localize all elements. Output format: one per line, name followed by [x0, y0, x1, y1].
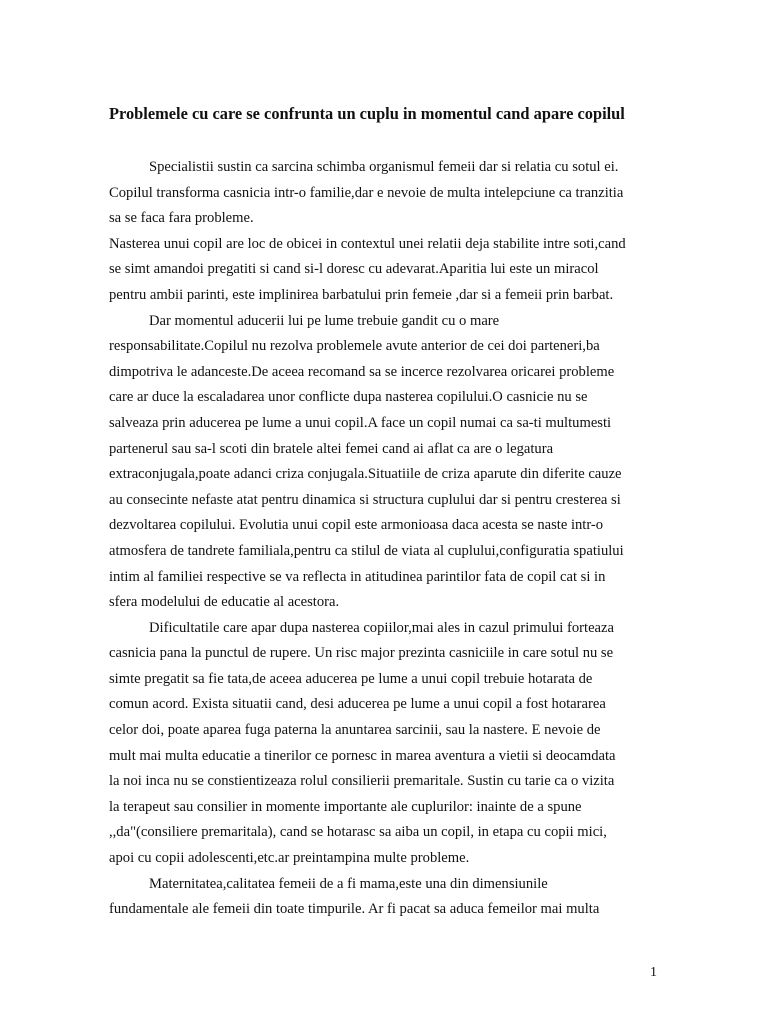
text-line: fundamentale ale femeii din toate timpurile. Ar fi pacat sa aduca femeilor mai multa	[109, 901, 600, 918]
document-title: Problemele cu care se confrunta un cuplu in momentul cand apare copilul	[109, 104, 625, 123]
text-line: la terapeut sau consilier in momente importante ale cuplurilor: inainte de a spune	[109, 798, 582, 815]
text-line: intim al familiei respective se va reflecta in atitudinea parintilor fata de copil cat si in	[109, 568, 606, 585]
text-line: care ar duce la escaladarea unor conflicte dupa nasterea copilului.O casnicie nu se	[109, 389, 588, 406]
text-line: partenerul sau sa-l scoti din bratele altei femei cand ai aflat ca are o legatura	[109, 440, 554, 457]
text-line: apoi cu copii adolescenti,etc.ar preintampina multe probleme.	[109, 850, 470, 867]
text-line: au consecinte nefaste atat pentru dinamica si structura cuplului dar si pentru cresterea si	[109, 491, 621, 508]
text-line: Dar momentul aducerii lui pe lume trebuie gandit cu o mare	[149, 312, 500, 329]
text-line: sa se faca fara probleme.	[109, 210, 254, 227]
text-line: mult mai multa educatie a tinerilor ce pornesc in marea aventura a vietii si deocamdata	[109, 747, 616, 764]
text-line: Nasterea unui copil are loc de obicei in contextul unei relatii deja stabilite intre soti,cand	[109, 235, 626, 252]
text-line: ,,da"(consiliere premaritala), cand se hotarasc sa aiba un copil, in etapa cu copii mici,	[109, 824, 607, 841]
text-line: extraconjugala,poate adanci criza conjugala.Situatiile de criza aparute din diferite cauze	[109, 466, 622, 483]
text-line: Maternitatea,calitatea femeii de a fi mama,este una din dimensiunile	[149, 875, 548, 892]
text-line: salveaza prin aducerea pe lume a unui copil.A face un copil numai ca sa-ti multumesti	[109, 414, 612, 431]
text-line: se simt amandoi pregatiti si cand si-l doresc cu adevarat.Aparitia lui este un miracol	[109, 261, 599, 278]
text-line: sfera modelului de educatie al acestora.	[109, 594, 340, 611]
text-line: responsabilitate.Copilul nu rezolva problemele avute anterior de cei doi parteneri,ba	[109, 338, 600, 355]
text-line: dezvoltarea copilului. Evolutia unui copil este armonioasa daca acesta se naste intr-o	[109, 517, 604, 534]
document-body	[109, 155, 669, 923]
text-line: dimpotriva le adanceste.De aceea recomand sa se incerce rezolvarea oricarei probleme	[109, 363, 615, 380]
text-line: pentru ambii parinti, este implinirea barbatului prin femeie ,dar si a femeii prin barbat.	[109, 286, 614, 303]
text-line: celor doi, poate aparea fuga paterna la anuntarea sarcinii, sau la nastere. E nevoie de	[109, 722, 601, 739]
text-line: simte pregatit sa fie tata,de aceea aducerea pe lume a unui copil trebuie hotarata de	[109, 670, 593, 687]
text-line: atmosfera de tandrete familiala,pentru ca stilul de viata al cuplului,configuratia spatiului	[109, 542, 624, 559]
text-line: la noi inca nu se constientizeaza rolul consilierii premaritale. Sustin cu tarie ca o vizita	[109, 773, 615, 790]
page-number: 1	[650, 965, 657, 980]
text-line: Specialistii sustin ca sarcina schimba organismul femeii dar si relatia cu sotul ei.	[149, 159, 619, 175]
text-line: comun acord. Exista situatii cand, desi aducerea pe lume a unui copil a fost hotararea	[109, 696, 606, 713]
text-line: Copilul transforma casnicia intr-o familie,dar e nevoie de multa intelepciune ca tranzitia	[109, 184, 624, 201]
text-line: casnicia pana la punctul de rupere. Un risc major prezinta casniciile in care sotul nu se	[109, 645, 614, 662]
text-line: Dificultatile care apar dupa nasterea copiilor,mai ales in cazul primului forteaza	[149, 619, 614, 636]
